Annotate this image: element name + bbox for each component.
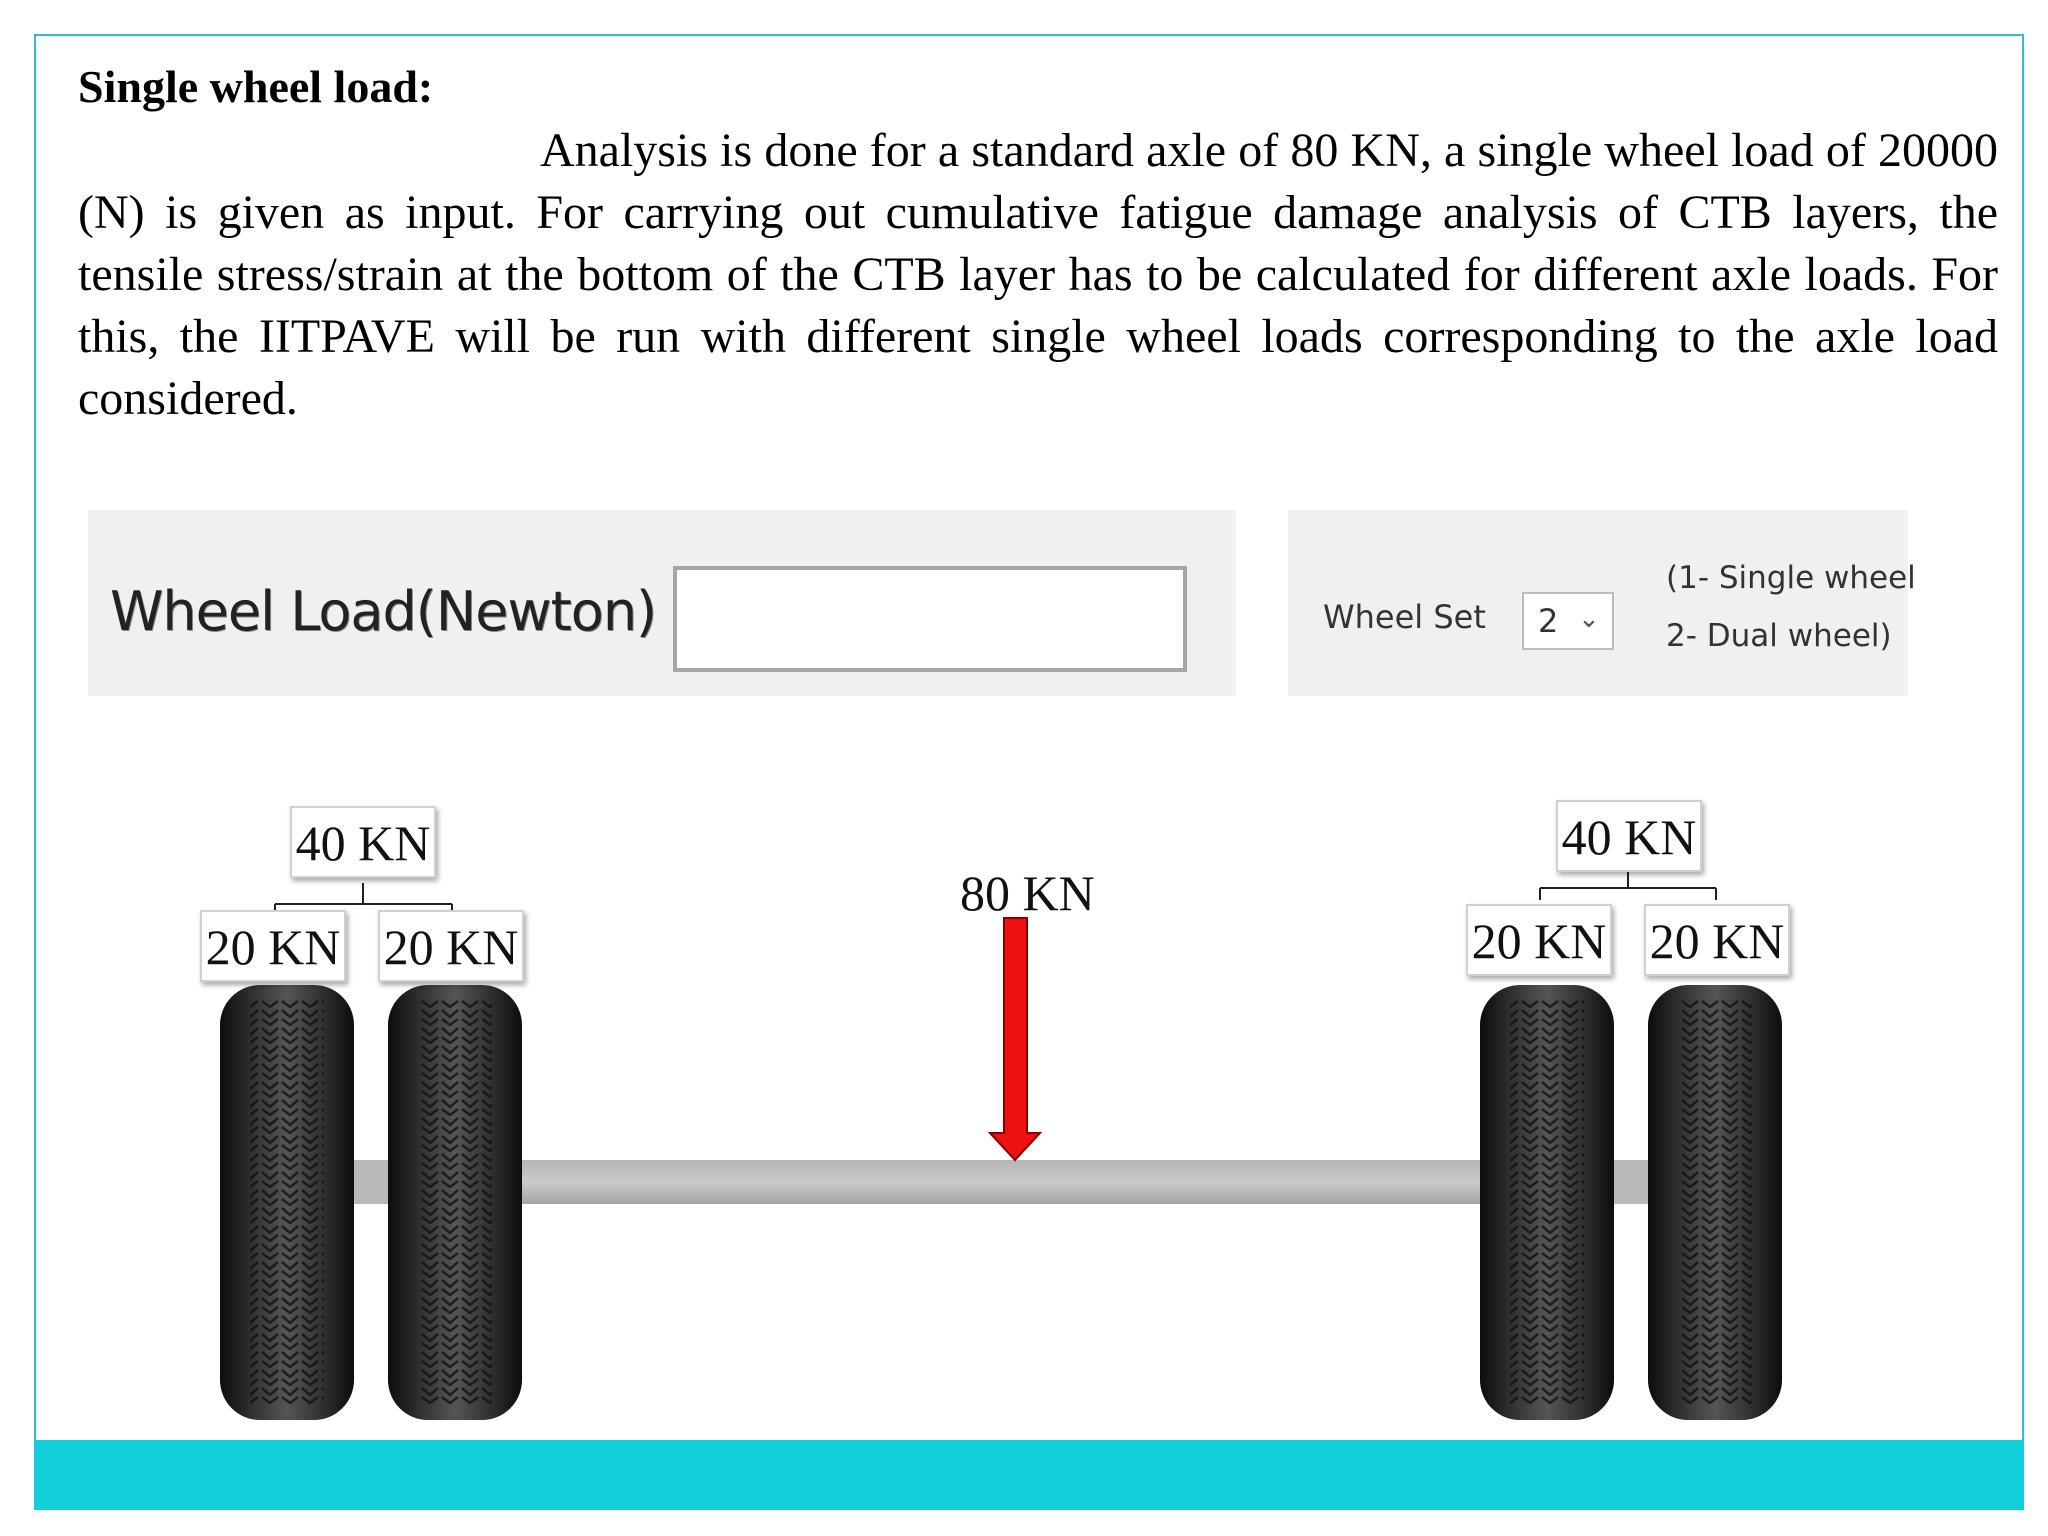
right-inner-tire	[1480, 985, 1614, 1420]
wheel-set-label: Wheel Set	[1323, 598, 1486, 636]
paragraph-text: Analysis is done for a standard axle of 80 KN, a single wheel load of 20000 (N) is given as input. For carrying out cumulative fatigue damage analysis of CTB layers, the tensile stress/strain at the bottom of the CTB layer has to be calculated for different axle loads. For this, the IITPAVE will be run with different single wheel loads corresponding to the axle load considered.	[78, 124, 1998, 425]
left-wheel-load-b: 20 KN	[378, 910, 524, 982]
section-heading: Single wheel load:	[78, 61, 434, 112]
axle-beam	[500, 1160, 1520, 1204]
right-outer-tire	[1648, 985, 1782, 1420]
left-inner-tire	[388, 985, 522, 1420]
wheel-set-note-single: (1- Single wheel	[1666, 560, 1916, 596]
left-outer-tire	[220, 985, 354, 1420]
left-wheel-load-a: 20 KN	[200, 910, 346, 982]
wheel-load-label: Wheel Load(Newton)	[110, 580, 657, 643]
right-load-bracket	[1540, 872, 1716, 900]
left-axle-load-label: 40 KN	[290, 806, 436, 878]
right-axle-load-label: 40 KN	[1556, 800, 1702, 872]
wheel-set-note-dual: 2- Dual wheel)	[1666, 618, 1892, 654]
total-axle-load-label: 80 KN	[960, 865, 1095, 921]
right-wheel-load-a: 20 KN	[1466, 904, 1612, 976]
right-wheel-load-b: 20 KN	[1644, 904, 1790, 976]
chevron-down-icon: ⌄	[1578, 604, 1600, 634]
load-arrow	[990, 918, 1040, 1160]
wheel-set-selected-value: 2	[1538, 602, 1559, 640]
